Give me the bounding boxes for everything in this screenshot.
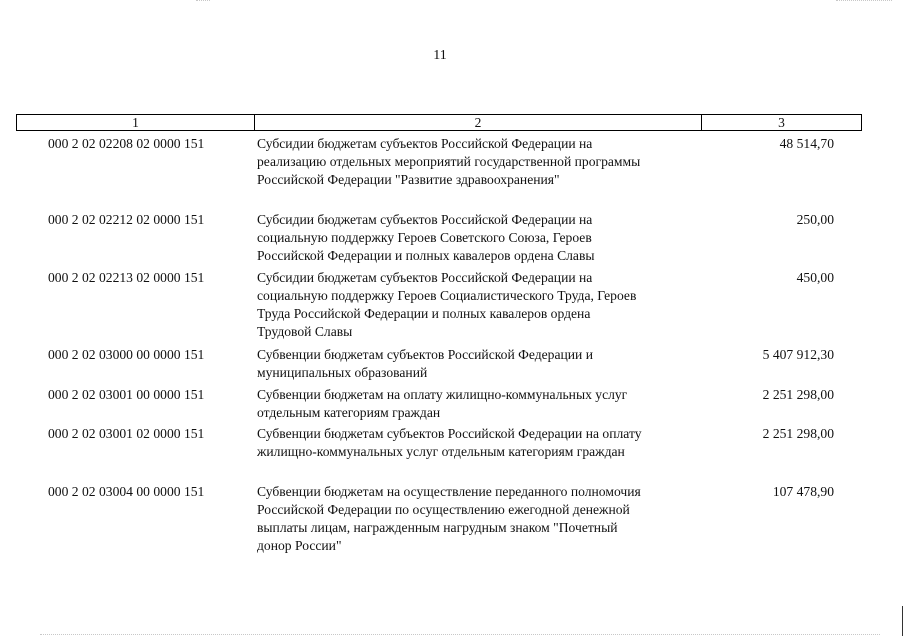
amount: 450,00: [796, 270, 834, 285]
budget-code: 000 2 02 03001 00 0000 151: [48, 387, 205, 402]
budget-code: 000 2 02 03004 00 0000 151: [48, 484, 205, 499]
description-line: Субсидии бюджетам субъектов Российской Федерации на: [257, 136, 593, 151]
description-line: Российской Федерации и полных кавалеров ордена Славы: [257, 248, 595, 263]
description-line: Субвенции бюджетам на оплату жилищно-коммунальных услуг: [257, 387, 628, 402]
row-description: [257, 269, 702, 341]
amount: 48 514,70: [779, 136, 834, 151]
page-number: 11: [433, 48, 447, 63]
column-header-3: 3: [778, 115, 785, 130]
scan-artifact-top-left: [196, 0, 210, 7]
description-line: Трудовой Славы: [257, 324, 353, 339]
description-line: муниципальных образований: [257, 365, 428, 380]
description-line: жилищно-коммунальных услуг отдельным категориям граждан: [257, 444, 625, 459]
column-header-1: 1: [17, 115, 255, 130]
table-header: [16, 114, 862, 131]
description-line: отдельным категориям граждан: [257, 405, 441, 420]
description-line: выплаты лицам, награжденным нагрудным знаком "Почетный: [257, 520, 618, 535]
budget-code: 000 2 02 02212 02 0000 151: [48, 212, 205, 227]
description-line: Российской Федерации "Развитие здравоохранения": [257, 172, 560, 187]
description-line: реализацию отдельных мероприятий государственной программы: [257, 154, 641, 169]
row-description: [257, 211, 702, 265]
description-line: Субсидии бюджетам субъектов Российской Федерации на: [257, 270, 593, 285]
row-description: [257, 135, 702, 189]
description-line: донор России": [257, 538, 342, 553]
budget-code: 000 2 02 03000 00 0000 151: [48, 347, 205, 362]
budget-code: 000 2 02 03001 02 0000 151: [48, 426, 205, 441]
row-description: [257, 346, 702, 382]
amount: 107 478,90: [772, 484, 834, 499]
description-line: Российской Федерации по осуществлению ежегодной денежной: [257, 502, 630, 517]
row-description: [257, 386, 702, 422]
description-line: Субсидии бюджетам субъектов Российской Федерации на: [257, 212, 593, 227]
description-line: социальную поддержку Героев Советского Союза, Героев: [257, 230, 592, 245]
scan-margin-mark: [902, 606, 903, 636]
budget-code: 000 2 02 02208 02 0000 151: [48, 136, 205, 151]
description-line: Субвенции бюджетам на осуществление переданного полномочия: [257, 484, 641, 499]
row-description: [257, 483, 702, 555]
description-line: социальную поддержку Героев Социалистического Труда, Героев: [257, 288, 637, 303]
description-line: Субвенции бюджетам субъектов Российской Федерации и: [257, 347, 593, 362]
scan-artifact-top-right: [836, 0, 892, 7]
column-header-2: 2: [255, 115, 702, 130]
description-line: Труда Российской Федерации и полных кавалеров ордена: [257, 306, 591, 321]
budget-code: 000 2 02 02213 02 0000 151: [48, 270, 205, 285]
amount: 250,00: [796, 212, 834, 227]
description-line: Субвенции бюджетам субъектов Российской Федерации на оплату: [257, 426, 642, 441]
row-description: [257, 425, 702, 461]
amount: 2 251 298,00: [762, 387, 834, 402]
amount: 2 251 298,00: [762, 426, 834, 441]
amount: 5 407 912,30: [762, 347, 834, 362]
